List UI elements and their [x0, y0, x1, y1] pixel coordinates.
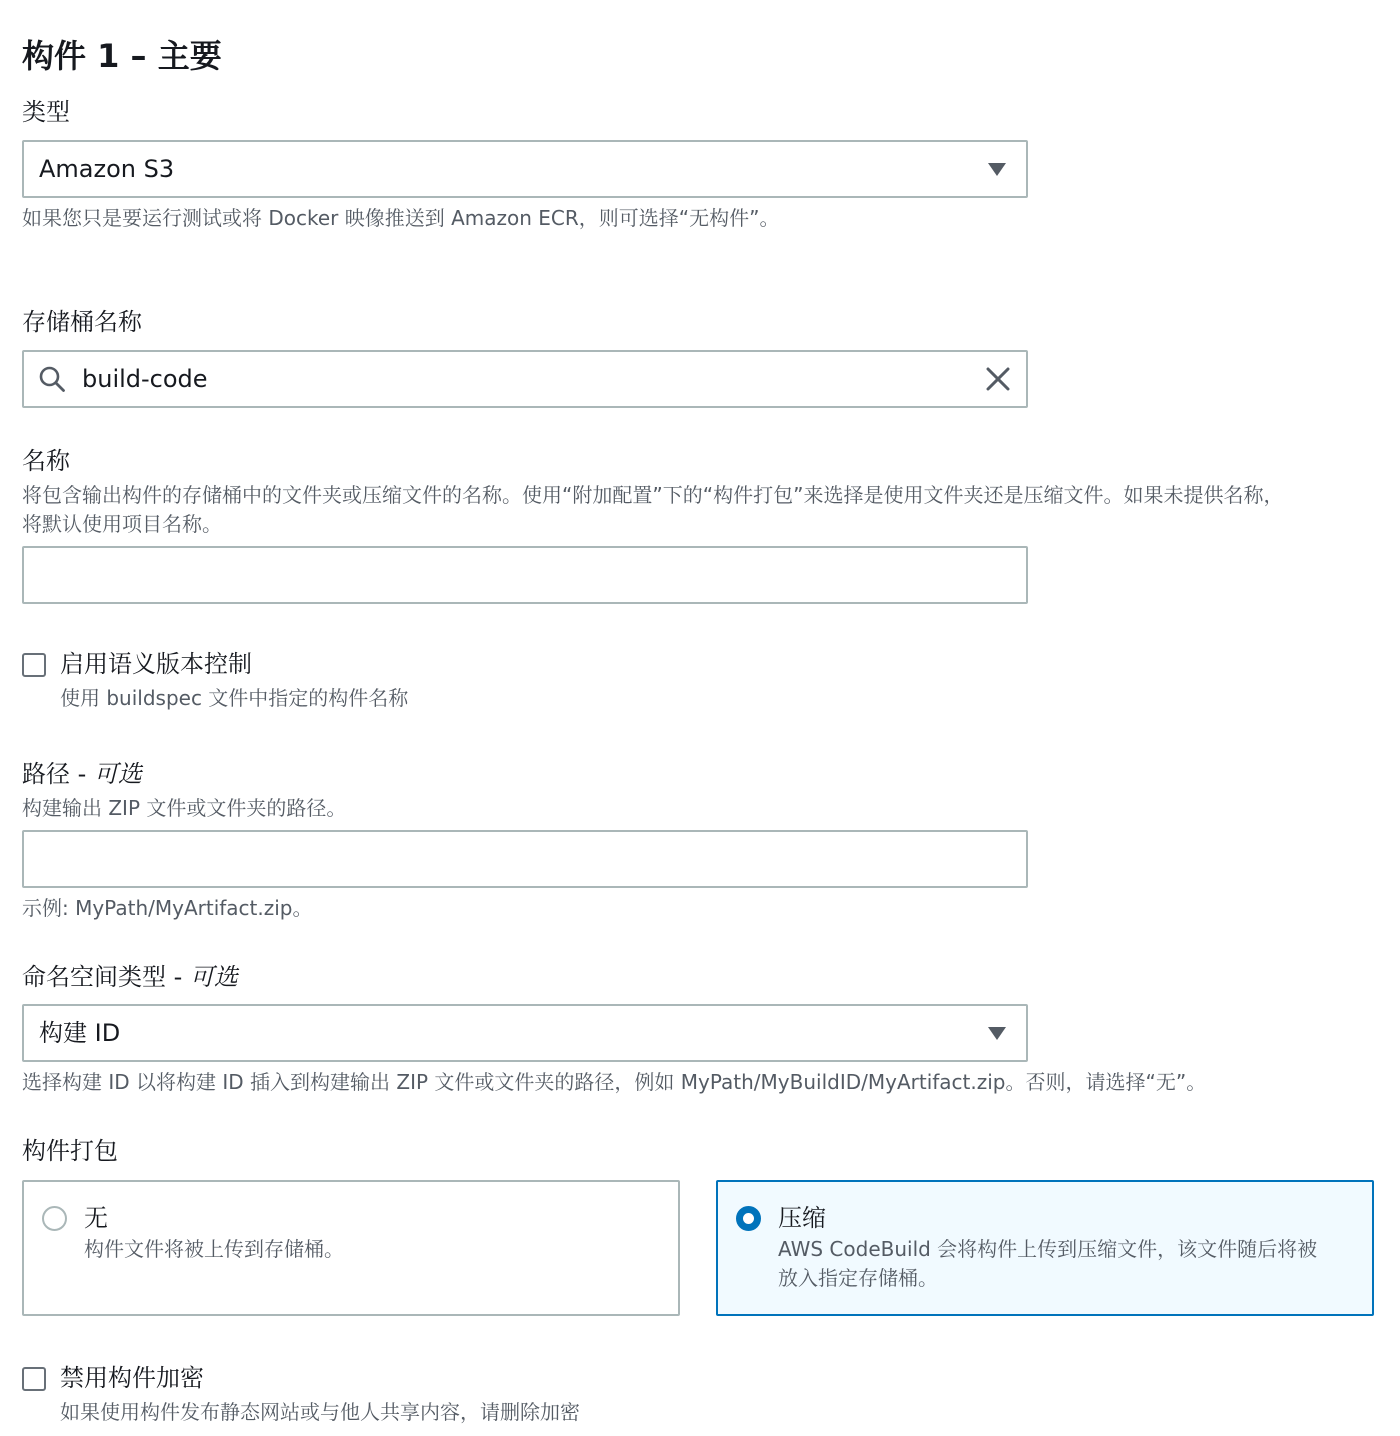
- packaging-zip-radio[interactable]: [736, 1206, 761, 1231]
- close-icon[interactable]: [984, 365, 1012, 393]
- semantic-versioning-hint: 使用 buildspec 文件中指定的构件名称: [60, 686, 409, 710]
- namespace-label-text: 命名空间类型 -: [22, 963, 190, 991]
- path-label-text: 路径 -: [22, 760, 94, 788]
- packaging-zip-desc-line1: AWS CodeBuild 会将构件上传到压缩文件，该文件随后将被: [778, 1237, 1318, 1261]
- path-label: [22, 758, 142, 790]
- type-hint: 如果您只是要运行测试或将 Docker 映像推送到 Amazon ECR，则可选择“无构件”。: [22, 206, 780, 230]
- name-hint-line1: 将包含输出构件的存储桶中的文件夹或压缩文件的名称。使用“附加配置”下的“构件打包”来选择是使用文件夹还是压缩文件。如果未提供名称，: [22, 483, 1284, 507]
- packaging-option-zip[interactable]: [716, 1180, 1374, 1316]
- type-label: 类型: [22, 98, 70, 126]
- packaging-zip-desc-line2: 放入指定存储桶。: [778, 1266, 938, 1290]
- search-icon: [38, 365, 66, 393]
- disable-encryption-hint: 如果使用构件发布静态网站或与他人共享内容，请删除加密: [60, 1400, 580, 1424]
- packaging-option-none[interactable]: [22, 1180, 680, 1316]
- namespace-label-optional: 可选: [189, 963, 238, 991]
- namespace-select-value: 构建 ID: [39, 1019, 121, 1047]
- namespace-hint: 选择构建 ID 以将构建 ID 插入到构建输出 ZIP 文件或文件夹的路径，例如 MyPath/MyBuildID/MyArtifact.zip。否则，请选择“无”。: [22, 1070, 1207, 1094]
- bucket-search-value: build-code: [82, 365, 208, 393]
- disable-encryption-label: 禁用构件加密: [60, 1364, 204, 1392]
- path-label-optional: 可选: [93, 760, 142, 788]
- name-hint-line2: 将默认使用项目名称。: [22, 512, 222, 536]
- type-select-value: Amazon S3: [39, 155, 175, 183]
- name-label: 名称: [22, 447, 70, 475]
- packaging-zip-title: 压缩: [778, 1204, 826, 1232]
- bucket-search-input[interactable]: [22, 350, 1028, 408]
- packaging-label: 构件打包: [22, 1137, 118, 1165]
- bucket-label: 存储桶名称: [22, 308, 142, 336]
- caret-down-icon: [988, 1027, 1006, 1040]
- packaging-none-desc: 构件文件将被上传到存储桶。: [84, 1237, 344, 1261]
- packaging-none-radio[interactable]: [42, 1206, 67, 1231]
- path-example: 示例: MyPath/MyArtifact.zip。: [22, 896, 313, 920]
- disable-encryption-checkbox[interactable]: [22, 1367, 46, 1391]
- namespace-label: [22, 961, 238, 993]
- path-hint: 构建输出 ZIP 文件或文件夹的路径。: [22, 796, 347, 820]
- packaging-none-title: 无: [84, 1204, 108, 1232]
- semantic-versioning-label: 启用语义版本控制: [60, 650, 252, 678]
- name-input[interactable]: [22, 546, 1028, 604]
- caret-down-icon: [988, 163, 1006, 176]
- semantic-versioning-checkbox[interactable]: [22, 653, 46, 677]
- section-title: 构件 1 – 主要: [22, 37, 222, 75]
- namespace-select[interactable]: [22, 1004, 1028, 1062]
- type-select[interactable]: [22, 140, 1028, 198]
- path-input[interactable]: [22, 830, 1028, 888]
